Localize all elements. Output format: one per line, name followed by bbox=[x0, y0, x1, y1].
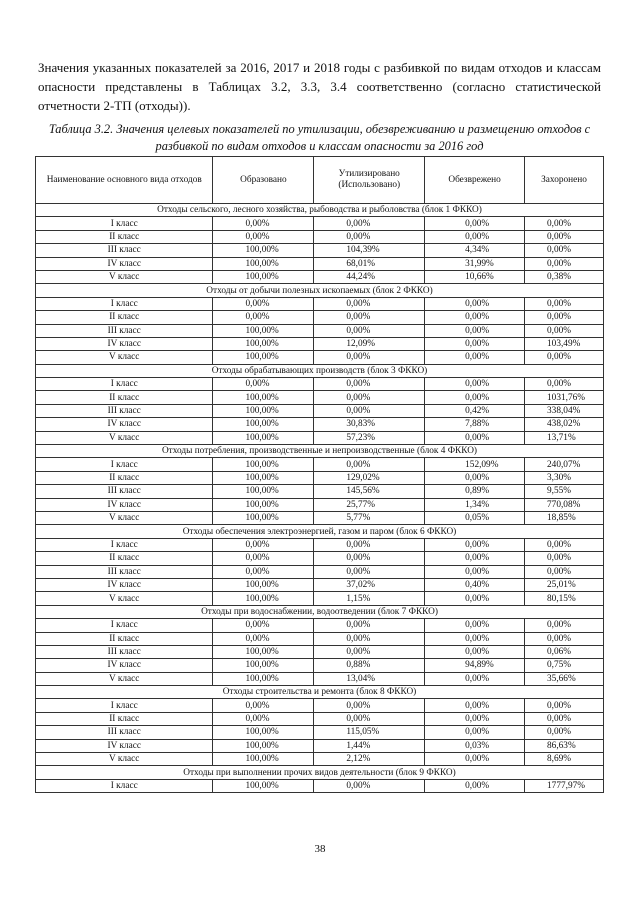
table-row bbox=[36, 431, 604, 444]
value-cell: 0,00% bbox=[213, 217, 314, 230]
value-cell: 0,00% bbox=[425, 565, 525, 578]
hazard-class-cell: I класс bbox=[36, 297, 213, 310]
value-cell: 5,77% bbox=[314, 511, 425, 524]
header-neutralized: Обезврежено bbox=[425, 157, 525, 204]
value-cell: 100,00% bbox=[213, 458, 314, 471]
value-cell: 0,00% bbox=[314, 552, 425, 565]
table-row bbox=[36, 552, 604, 565]
value-cell: 115,05% bbox=[314, 726, 425, 739]
value-cell: 100,00% bbox=[213, 753, 314, 766]
value-cell: 152,09% bbox=[425, 458, 525, 471]
value-cell: 0,00% bbox=[525, 244, 604, 257]
table-row bbox=[36, 699, 604, 712]
value-cell: 0,06% bbox=[525, 645, 604, 658]
value-cell: 100,00% bbox=[213, 592, 314, 605]
value-cell: 7,88% bbox=[425, 418, 525, 431]
value-cell: 94,89% bbox=[425, 659, 525, 672]
value-cell: 0,00% bbox=[213, 378, 314, 391]
value-cell: 0,00% bbox=[314, 619, 425, 632]
value-cell: 31,99% bbox=[425, 257, 525, 270]
hazard-class-cell: V класс bbox=[36, 351, 213, 364]
group-title: Отходы потребления, производственные и непроизводственные (блок 4 ФККО) bbox=[36, 445, 604, 458]
hazard-class-cell: I класс bbox=[36, 699, 213, 712]
value-cell: 0,00% bbox=[425, 538, 525, 551]
table-header-row bbox=[36, 157, 604, 204]
table-row bbox=[36, 645, 604, 658]
header-generated: Образовано bbox=[213, 157, 314, 204]
hazard-class-cell: I класс bbox=[36, 538, 213, 551]
value-cell: 0,00% bbox=[425, 779, 525, 792]
value-cell: 1,44% bbox=[314, 739, 425, 752]
value-cell: 0,88% bbox=[314, 659, 425, 672]
table-row bbox=[36, 244, 604, 257]
value-cell: 0,00% bbox=[213, 552, 314, 565]
value-cell: 0,00% bbox=[525, 297, 604, 310]
waste-indicators-table bbox=[35, 156, 604, 793]
table-row bbox=[36, 257, 604, 270]
value-cell: 100,00% bbox=[213, 485, 314, 498]
value-cell: 0,00% bbox=[314, 645, 425, 658]
value-cell: 100,00% bbox=[213, 324, 314, 337]
value-cell: 0,00% bbox=[425, 619, 525, 632]
table-row bbox=[36, 565, 604, 578]
group-title: Отходы от добычи полезных ископаемых (блок 2 ФККО) bbox=[36, 284, 604, 297]
table-row bbox=[36, 739, 604, 752]
table-row bbox=[36, 324, 604, 337]
group-header-row bbox=[36, 766, 604, 779]
value-cell: 0,00% bbox=[525, 378, 604, 391]
value-cell: 0,00% bbox=[213, 297, 314, 310]
value-cell: 100,00% bbox=[213, 257, 314, 270]
group-header-row bbox=[36, 445, 604, 458]
value-cell: 100,00% bbox=[213, 645, 314, 658]
table-row bbox=[36, 418, 604, 431]
hazard-class-cell: V класс bbox=[36, 511, 213, 524]
value-cell: 0,75% bbox=[525, 659, 604, 672]
value-cell: 100,00% bbox=[213, 779, 314, 792]
group-title: Отходы обеспечения электроэнергией, газом и паром (блок 6 ФККО) bbox=[36, 525, 604, 538]
value-cell: 1031,76% bbox=[525, 391, 604, 404]
table-row bbox=[36, 498, 604, 511]
value-cell: 0,00% bbox=[314, 230, 425, 243]
table-row bbox=[36, 230, 604, 243]
value-cell: 0,03% bbox=[425, 739, 525, 752]
hazard-class-cell: I класс bbox=[36, 378, 213, 391]
value-cell: 0,00% bbox=[425, 699, 525, 712]
value-cell: 0,00% bbox=[425, 324, 525, 337]
header-buried: Захоронено bbox=[525, 157, 604, 204]
value-cell: 100,00% bbox=[213, 659, 314, 672]
value-cell: 0,00% bbox=[525, 619, 604, 632]
value-cell: 0,00% bbox=[213, 632, 314, 645]
value-cell: 0,00% bbox=[425, 378, 525, 391]
value-cell: 0,00% bbox=[525, 217, 604, 230]
value-cell: 103,49% bbox=[525, 337, 604, 350]
hazard-class-cell: III класс bbox=[36, 565, 213, 578]
hazard-class-cell: V класс bbox=[36, 753, 213, 766]
table-row bbox=[36, 270, 604, 283]
table-row bbox=[36, 538, 604, 551]
value-cell: 0,00% bbox=[525, 726, 604, 739]
hazard-class-cell: IV класс bbox=[36, 498, 213, 511]
value-cell: 0,00% bbox=[525, 257, 604, 270]
table-row bbox=[36, 458, 604, 471]
value-cell: 0,40% bbox=[425, 578, 525, 591]
value-cell: 0,00% bbox=[213, 699, 314, 712]
value-cell: 0,00% bbox=[525, 324, 604, 337]
value-cell: 0,00% bbox=[425, 726, 525, 739]
value-cell: 100,00% bbox=[213, 498, 314, 511]
value-cell: 0,00% bbox=[213, 311, 314, 324]
value-cell: 145,56% bbox=[314, 485, 425, 498]
table-row bbox=[36, 592, 604, 605]
table-row bbox=[36, 632, 604, 645]
table-row bbox=[36, 471, 604, 484]
value-cell: 0,42% bbox=[425, 404, 525, 417]
table-row bbox=[36, 659, 604, 672]
value-cell: 100,00% bbox=[213, 726, 314, 739]
table-row bbox=[36, 712, 604, 725]
value-cell: 0,00% bbox=[314, 538, 425, 551]
value-cell: 0,00% bbox=[425, 712, 525, 725]
value-cell: 0,00% bbox=[425, 297, 525, 310]
value-cell: 0,00% bbox=[425, 217, 525, 230]
value-cell: 0,00% bbox=[525, 311, 604, 324]
table-row bbox=[36, 578, 604, 591]
hazard-class-cell: IV класс bbox=[36, 739, 213, 752]
hazard-class-cell: III класс bbox=[36, 726, 213, 739]
table-row bbox=[36, 404, 604, 417]
hazard-class-cell: II класс bbox=[36, 311, 213, 324]
value-cell: 80,15% bbox=[525, 592, 604, 605]
value-cell: 100,00% bbox=[213, 471, 314, 484]
hazard-class-cell: III класс bbox=[36, 404, 213, 417]
table-row bbox=[36, 337, 604, 350]
value-cell: 0,00% bbox=[213, 538, 314, 551]
value-cell: 0,00% bbox=[425, 471, 525, 484]
value-cell: 0,00% bbox=[525, 552, 604, 565]
value-cell: 0,00% bbox=[425, 230, 525, 243]
hazard-class-cell: I класс bbox=[36, 458, 213, 471]
header-utilized: Утилизировано (Использовано) bbox=[314, 157, 425, 204]
value-cell: 100,00% bbox=[213, 337, 314, 350]
value-cell: 0,00% bbox=[314, 324, 425, 337]
hazard-class-cell: IV класс bbox=[36, 257, 213, 270]
hazard-class-cell: II класс bbox=[36, 552, 213, 565]
value-cell: 0,38% bbox=[525, 270, 604, 283]
value-cell: 438,02% bbox=[525, 418, 604, 431]
table-caption: Таблица 3.2. Значения целевых показателей по утилизации, обезвреживанию и размещению отходов с разбивкой по видам отходов и классам опасности за 2016 год bbox=[48, 122, 591, 153]
value-cell: 0,00% bbox=[525, 699, 604, 712]
value-cell: 0,00% bbox=[314, 404, 425, 417]
hazard-class-cell: V класс bbox=[36, 672, 213, 685]
value-cell: 0,00% bbox=[525, 230, 604, 243]
hazard-class-cell: V класс bbox=[36, 270, 213, 283]
value-cell: 0,00% bbox=[425, 337, 525, 350]
value-cell: 0,89% bbox=[425, 485, 525, 498]
value-cell: 30,83% bbox=[314, 418, 425, 431]
group-header-row bbox=[36, 686, 604, 699]
page-number: 38 bbox=[314, 843, 326, 855]
value-cell: 12,09% bbox=[314, 337, 425, 350]
value-cell: 338,04% bbox=[525, 404, 604, 417]
table-row bbox=[36, 297, 604, 310]
value-cell: 86,63% bbox=[525, 739, 604, 752]
hazard-class-cell: IV класс bbox=[36, 659, 213, 672]
table-row bbox=[36, 311, 604, 324]
value-cell: 3,30% bbox=[525, 471, 604, 484]
table-row bbox=[36, 619, 604, 632]
value-cell: 1777,97% bbox=[525, 779, 604, 792]
value-cell: 0,00% bbox=[314, 699, 425, 712]
value-cell: 0,00% bbox=[314, 632, 425, 645]
hazard-class-cell: II класс bbox=[36, 632, 213, 645]
table-row bbox=[36, 672, 604, 685]
value-cell: 0,00% bbox=[525, 565, 604, 578]
value-cell: 104,39% bbox=[314, 244, 425, 257]
value-cell: 100,00% bbox=[213, 431, 314, 444]
value-cell: 129,02% bbox=[314, 471, 425, 484]
value-cell: 0,00% bbox=[213, 565, 314, 578]
hazard-class-cell: IV класс bbox=[36, 578, 213, 591]
value-cell: 100,00% bbox=[213, 351, 314, 364]
value-cell: 0,00% bbox=[213, 619, 314, 632]
value-cell: 13,04% bbox=[314, 672, 425, 685]
value-cell: 0,00% bbox=[314, 351, 425, 364]
value-cell: 100,00% bbox=[213, 404, 314, 417]
hazard-class-cell: IV класс bbox=[36, 337, 213, 350]
value-cell: 100,00% bbox=[213, 244, 314, 257]
hazard-class-cell: III класс bbox=[36, 485, 213, 498]
value-cell: 0,00% bbox=[314, 712, 425, 725]
group-title: Отходы при выполнении прочих видов деятельности (блок 9 ФККО) bbox=[36, 766, 604, 779]
hazard-class-cell: I класс bbox=[36, 217, 213, 230]
table-row bbox=[36, 391, 604, 404]
value-cell: 0,00% bbox=[425, 311, 525, 324]
table-row bbox=[36, 351, 604, 364]
value-cell: 770,08% bbox=[525, 498, 604, 511]
value-cell: 100,00% bbox=[213, 672, 314, 685]
table-row bbox=[36, 753, 604, 766]
group-header-row bbox=[36, 605, 604, 618]
hazard-class-cell: V класс bbox=[36, 592, 213, 605]
value-cell: 0,00% bbox=[425, 351, 525, 364]
header-waste-type: Наименование основного вида отходов bbox=[36, 157, 213, 204]
value-cell: 1,34% bbox=[425, 498, 525, 511]
table-row bbox=[36, 511, 604, 524]
table-row bbox=[36, 217, 604, 230]
value-cell: 0,05% bbox=[425, 511, 525, 524]
value-cell: 0,00% bbox=[314, 217, 425, 230]
value-cell: 0,00% bbox=[425, 431, 525, 444]
hazard-class-cell: V класс bbox=[36, 431, 213, 444]
value-cell: 100,00% bbox=[213, 391, 314, 404]
hazard-class-cell: II класс bbox=[36, 471, 213, 484]
value-cell: 0,00% bbox=[525, 632, 604, 645]
value-cell: 0,00% bbox=[314, 378, 425, 391]
value-cell: 0,00% bbox=[525, 712, 604, 725]
hazard-class-cell: I класс bbox=[36, 619, 213, 632]
value-cell: 0,00% bbox=[425, 632, 525, 645]
value-cell: 57,23% bbox=[314, 431, 425, 444]
value-cell: 0,00% bbox=[314, 565, 425, 578]
value-cell: 9,55% bbox=[525, 485, 604, 498]
group-title: Отходы строительства и ремонта (блок 8 ФККО) bbox=[36, 686, 604, 699]
value-cell: 0,00% bbox=[425, 672, 525, 685]
value-cell: 10,66% bbox=[425, 270, 525, 283]
table-row bbox=[36, 378, 604, 391]
group-title: Отходы обрабатывающих производств (блок 3 ФККО) bbox=[36, 364, 604, 377]
table-row bbox=[36, 726, 604, 739]
hazard-class-cell: III класс bbox=[36, 244, 213, 257]
value-cell: 100,00% bbox=[213, 739, 314, 752]
group-header-row bbox=[36, 364, 604, 377]
value-cell: 68,01% bbox=[314, 257, 425, 270]
value-cell: 100,00% bbox=[213, 418, 314, 431]
value-cell: 8,69% bbox=[525, 753, 604, 766]
intro-paragraph: Значения указанных показателей за 2016, 2017 и 2018 годы с разбивкой по видам отходов и классам опасности представлены в Таблицах 3.2, 3.3, 3.4 соответственно (согласно статистической отчетности 2-ТП (отходы)). bbox=[38, 60, 601, 113]
value-cell: 100,00% bbox=[213, 578, 314, 591]
group-header-row bbox=[36, 525, 604, 538]
value-cell: 25,77% bbox=[314, 498, 425, 511]
value-cell: 0,00% bbox=[314, 458, 425, 471]
value-cell: 0,00% bbox=[314, 391, 425, 404]
table-row bbox=[36, 779, 604, 792]
value-cell: 44,24% bbox=[314, 270, 425, 283]
value-cell: 100,00% bbox=[213, 511, 314, 524]
hazard-class-cell: II класс bbox=[36, 391, 213, 404]
table-body bbox=[36, 204, 604, 793]
value-cell: 37,02% bbox=[314, 578, 425, 591]
group-title: Отходы сельского, лесного хозяйства, рыбоводства и рыболовства (блок 1 ФККО) bbox=[36, 204, 604, 217]
value-cell: 0,00% bbox=[525, 351, 604, 364]
value-cell: 25,01% bbox=[525, 578, 604, 591]
value-cell: 0,00% bbox=[314, 311, 425, 324]
value-cell: 35,66% bbox=[525, 672, 604, 685]
value-cell: 2,12% bbox=[314, 753, 425, 766]
value-cell: 0,00% bbox=[213, 712, 314, 725]
value-cell: 0,00% bbox=[425, 592, 525, 605]
table-row bbox=[36, 485, 604, 498]
value-cell: 0,00% bbox=[425, 753, 525, 766]
value-cell: 0,00% bbox=[314, 297, 425, 310]
value-cell: 13,71% bbox=[525, 431, 604, 444]
group-title: Отходы при водоснабжении, водоотведении (блок 7 ФККО) bbox=[36, 605, 604, 618]
value-cell: 1,15% bbox=[314, 592, 425, 605]
value-cell: 0,00% bbox=[314, 779, 425, 792]
value-cell: 100,00% bbox=[213, 270, 314, 283]
value-cell: 0,00% bbox=[425, 552, 525, 565]
group-header-row bbox=[36, 284, 604, 297]
hazard-class-cell: III класс bbox=[36, 324, 213, 337]
group-header-row bbox=[36, 204, 604, 217]
hazard-class-cell: IV класс bbox=[36, 418, 213, 431]
value-cell: 240,07% bbox=[525, 458, 604, 471]
hazard-class-cell: III класс bbox=[36, 645, 213, 658]
hazard-class-cell: II класс bbox=[36, 230, 213, 243]
value-cell: 18,85% bbox=[525, 511, 604, 524]
hazard-class-cell: I класс bbox=[36, 779, 213, 792]
hazard-class-cell: II класс bbox=[36, 712, 213, 725]
value-cell: 4,34% bbox=[425, 244, 525, 257]
value-cell: 0,00% bbox=[425, 391, 525, 404]
value-cell: 0,00% bbox=[425, 645, 525, 658]
value-cell: 0,00% bbox=[525, 538, 604, 551]
value-cell: 0,00% bbox=[213, 230, 314, 243]
